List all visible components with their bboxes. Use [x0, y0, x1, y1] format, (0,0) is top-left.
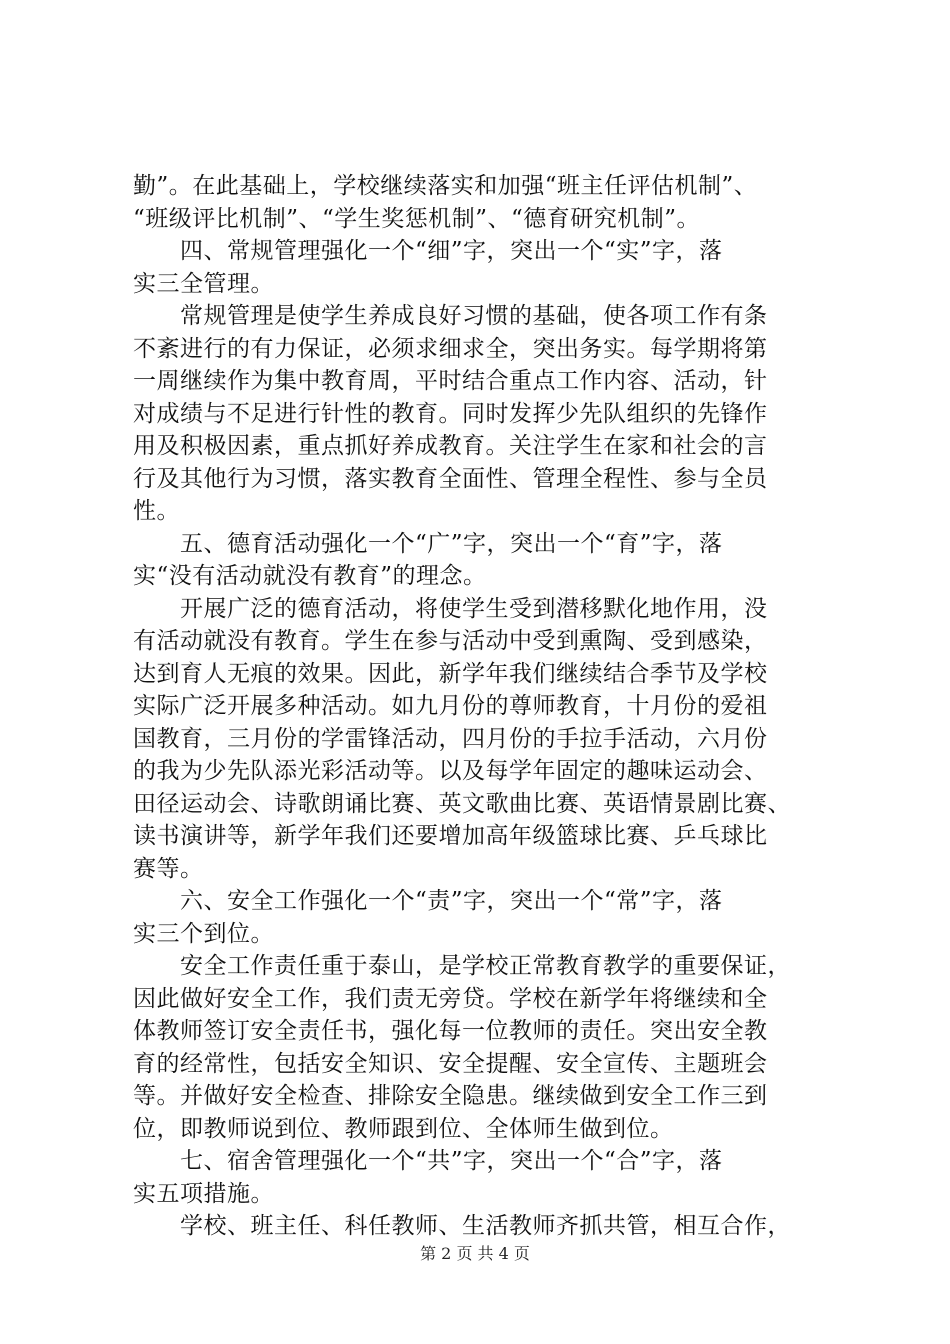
- text-line: “班级评比机制”、“学生奖惩机制”、“德育研究机制”。: [133, 205, 701, 232]
- text-line: 性。: [133, 498, 180, 524]
- page-number-footer: 第 2 页 共 4 页: [420, 1244, 530, 1263]
- text-line: 五、德育活动强化一个“广”字，突出一个“育”字，落: [180, 530, 723, 557]
- text-line: 不紊进行的有力保证，必须求细求全，突出务实。每学期将第: [133, 335, 768, 362]
- text-line: 有活动就没有教育。学生在参与活动中受到熏陶、受到感染，: [133, 628, 768, 654]
- text-line: 开展广泛的德育活动，将使学生受到潜移默化地作用，没: [180, 595, 768, 622]
- text-line: 达到育人无痕的效果。因此，新学年我们继续结合季节及学校: [133, 660, 768, 687]
- text-line: 一周继续作为集中教育周，平时结合重点工作内容、活动，针: [133, 368, 768, 394]
- text-line: 田径运动会、诗歌朗诵比赛、英文歌曲比赛、英语情景剧比赛、: [133, 790, 791, 817]
- text-line: 体教师签订安全责任书，强化每一位教师的责任。突出安全教: [133, 1018, 768, 1044]
- text-line: 赛等。: [133, 855, 204, 882]
- text-line: 六、安全工作强化一个“责”字，突出一个“常”字，落: [180, 888, 723, 914]
- text-line: 实“没有活动就没有教育”的理念。: [133, 563, 487, 589]
- text-line: 实三个到位。: [133, 920, 274, 947]
- text-line: 学校、班主任、科任教师、生活教师齐抓共管，相互合作，: [180, 1213, 791, 1239]
- document-body: [133, 170, 833, 1243]
- text-line: 四、常规管理强化一个“细”字，突出一个“实”字，落: [180, 238, 723, 264]
- text-line: 国教育，三月份的学雷锋活动，四月份的手拉手活动，六月份: [133, 725, 768, 752]
- text-line: 实三全管理。: [133, 270, 274, 297]
- text-line: 位，即教师说到位、教师跟到位、全体师生做到位。: [133, 1115, 674, 1142]
- text-line: 七、宿舍管理强化一个“共”字，突出一个“合”字，落: [180, 1148, 723, 1174]
- text-line: 读书演讲等，新学年我们还要增加高年级篮球比赛、乒乓球比: [133, 823, 768, 849]
- text-line: 对成绩与不足进行针性的教育。同时发挥少先队组织的先锋作: [133, 400, 768, 427]
- text-line: 的我为少先队添光彩活动等。以及每学年固定的趣味运动会、: [133, 758, 768, 784]
- text-line: 等。并做好安全检查、排除安全隐患。继续做到安全工作三到: [133, 1083, 768, 1109]
- text-line: 安全工作责任重于泰山，是学校正常教育教学的重要保证，: [180, 953, 791, 979]
- text-line: 育的经常性，包括安全知识、安全提醒、安全宣传、主题班会: [133, 1050, 768, 1077]
- text-line: 因此做好安全工作，我们责无旁贷。学校在新学年将继续和全: [133, 985, 768, 1012]
- text-line: 常规管理是使学生养成良好习惯的基础，使各项工作有条: [180, 303, 768, 329]
- text-line: 实际广泛开展多种活动。如九月份的尊师教育，十月份的爱祖: [133, 693, 768, 719]
- text-line: 勤”。在此基础上，学校继续落实和加强“班主任评估机制”、: [133, 173, 758, 199]
- text-line: 行及其他行为习惯，落实教育全面性、管理全程性、参与全员: [133, 465, 768, 492]
- text-line: 实五项措施。: [133, 1180, 274, 1207]
- text-line: 用及积极因素，重点抓好养成教育。关注学生在家和社会的言: [133, 433, 768, 459]
